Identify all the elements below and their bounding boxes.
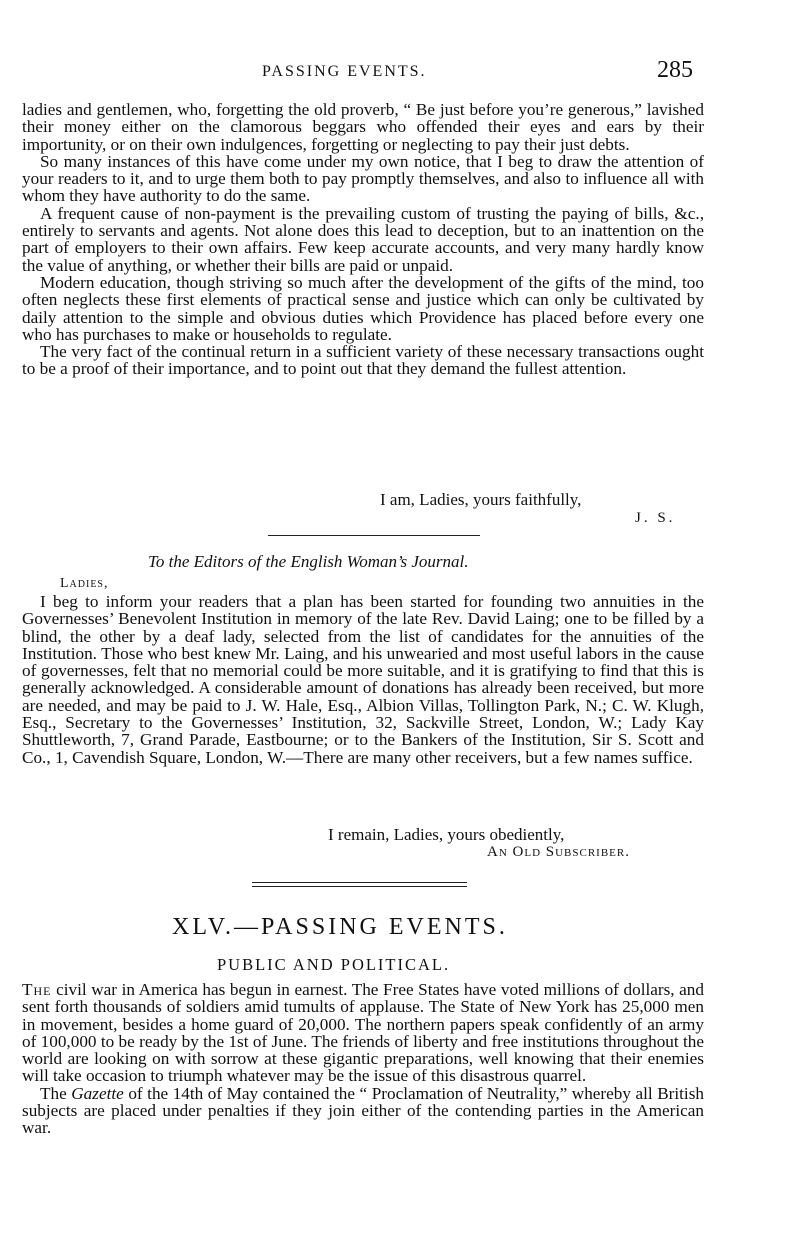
paragraph-text: of the 14th of May contained the “ Proclamation of Neutrality,” whereby all British subjects are placed under penalties if they join either of the contending parties in the American war. bbox=[22, 1083, 704, 1138]
second-letter-body bbox=[22, 593, 704, 766]
passing-events-paragraph bbox=[22, 981, 704, 1085]
second-letter-signature: An Old Subscriber. bbox=[487, 844, 630, 860]
page-number: 285 bbox=[657, 57, 693, 83]
first-letter-closing: I am, Ladies, yours faithfully, bbox=[380, 490, 582, 509]
paragraph-text: The bbox=[40, 1083, 72, 1103]
passing-events-body bbox=[22, 981, 704, 1137]
second-letter-salutation: Ladies, bbox=[60, 576, 109, 591]
section-divider-bottom bbox=[252, 886, 467, 887]
second-letter-heading: To the Editors of the English Woman’s Journal. bbox=[148, 552, 469, 571]
first-letter-paragraph: Modern education, though striving so much after the development of the gifts of the mind, too often neglects these first elements of practical sense and justice which can only be cultivated by daily attention to the simple and obvious duties which Providence has placed before every one who has purchases to make or households to regulate. bbox=[22, 272, 704, 344]
gazette-title: Gazette bbox=[71, 1083, 124, 1103]
lead-word: The bbox=[22, 980, 52, 999]
second-letter-paragraph: I beg to inform your readers that a plan has been started for founding two annuities in the Governesses’ Benevolent Institution in memory of the late Rev. David Laing; one to be filled by a blind, the other by a deaf lady, selected from the list of candidates for the annuities of the Institution. Those who best knew Mr. Laing, and his unwearied and most useful labors in the cause of governesses, felt that no memorial could be more suitable, and it is gratifying to find that this is generally acknowledged. A considerable amount of donations has already been received, but more are needed, and may be paid to J. W. Hale, Esq., Albion Villas, Tollington Park, N.; C. W. Klugh, Esq., Secretary to the Governesses’ Institution, 32, Sackville Street, London, W.; Lady Kay Shuttleworth, 7, Grand Parade, Eastbourne; or to the Bankers of the Institution, Sir S. Scott and Co., 1, Cavendish Square, London, W.—There are many other receivers, but a few names suffice. bbox=[22, 592, 704, 767]
running-title: PASSING EVENTS. bbox=[262, 63, 427, 80]
section-divider-top bbox=[252, 882, 467, 883]
first-letter-paragraph: A frequent cause of non-payment is the prevailing custom of trusting the paying of bills, &c., entirely to servants and agents. Not alone does this lead to deception, but to an inattention on the part of employers to their own affairs. Few keep accurate accounts, and very many hardly know the value of anything, or whether their bills are paid or unpaid. bbox=[22, 203, 704, 275]
first-letter-paragraph: ladies and gentlemen, who, forgetting the old proverb, “ Be just before you’re generous,” lavished their money either on the clamorous beggars who offended their eyes and ears by their importunity, or on their own indulgences, forgetting or neglecting to pay their just debts. bbox=[22, 100, 704, 154]
section-heading: XLV.—PASSING EVENTS. bbox=[172, 914, 508, 940]
passing-events-paragraph bbox=[22, 1085, 704, 1137]
first-letter-signature: J. S. bbox=[635, 510, 676, 526]
section-subheading: PUBLIC AND POLITICAL. bbox=[217, 955, 451, 974]
first-letter-paragraph: The very fact of the continual return in a sufficient variety of these necessary transactions ought to be a proof of their importance, and to point out that they demand the fullest attention. bbox=[22, 342, 704, 379]
running-head bbox=[0, 55, 796, 85]
first-letter-body bbox=[22, 101, 704, 378]
paragraph-text: civil war in America has begun in earnest. The Free States have voted millions of dollars, and sent forth thousands of soldiers amid tumults of applause. The State of New York has 25,000 men in movement, besides a home guard of 20,000. The northern papers speak confidently of an army of 100,000 to be ready by the 1st of June. The friends of liberty and free institutions throughout the world are looking on with sorrow at these gigantic preparations, well knowing that their enemies will take occasion to triumph whatever may be the issue of this disastrous quarrel. bbox=[22, 980, 704, 1086]
first-letter-paragraph: So many instances of this have come under my own notice, that I beg to draw the attention of your readers to it, and to urge them both to pay promptly themselves, and also to influence all with whom they have authority to do the same. bbox=[22, 151, 704, 206]
letter-divider bbox=[268, 535, 480, 536]
second-letter-closing: I remain, Ladies, yours obediently, bbox=[328, 825, 565, 844]
